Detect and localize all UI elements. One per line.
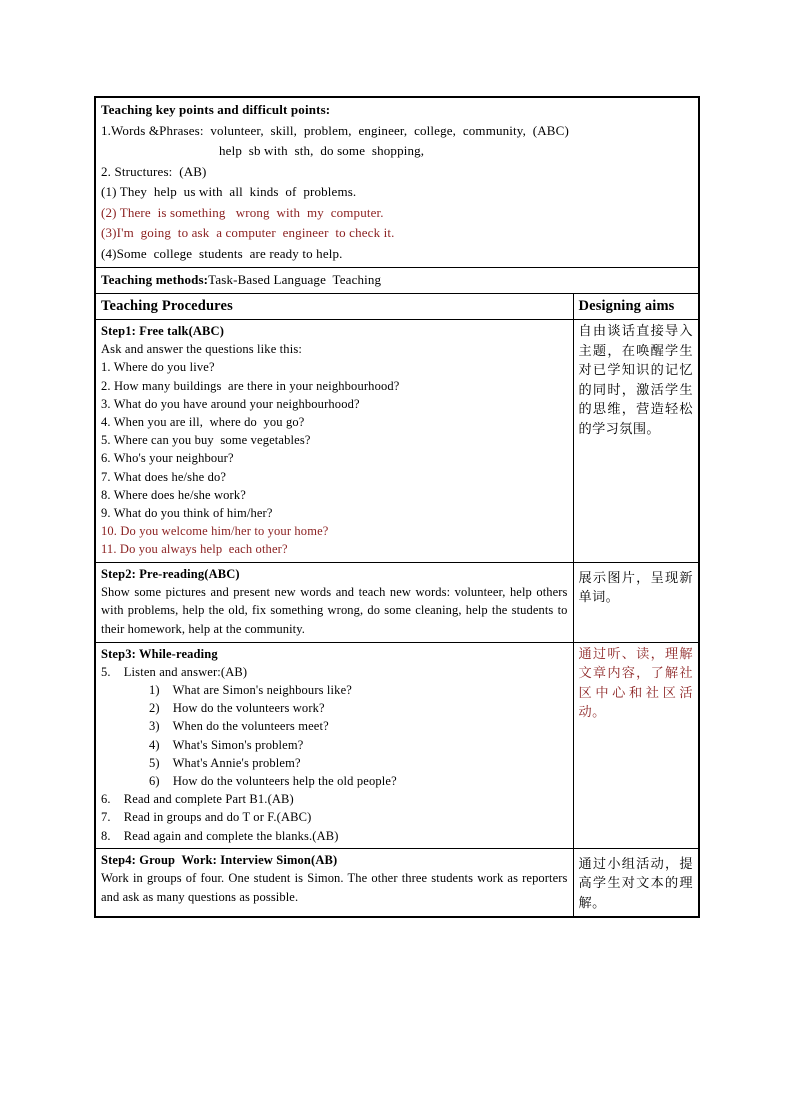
key-points-line-1: 1.Words &Phrases: volunteer, skill, problem, engineer, college, community, (ABC) — [101, 122, 569, 138]
step2-row — [95, 562, 699, 642]
teaching-methods-cell — [95, 268, 699, 294]
key-points-line-5: (2) There is something wrong with my computer. — [101, 204, 384, 220]
teaching-methods-row — [95, 268, 699, 294]
step1-question-4: 4. When you are ill, where do you go? — [101, 415, 305, 430]
step3-heading: Step3: While-reading — [101, 646, 218, 661]
key-points-title: Teaching key points and difficult points: — [101, 102, 331, 117]
aims-header-label: Designing aims — [578, 298, 675, 314]
key-points-cell — [95, 97, 699, 268]
step4-body: Work in groups of four. One student is Simon. The other three students work as reporters and ask as many questions as possible. — [101, 871, 568, 904]
step3-procedures-cell — [95, 642, 573, 848]
step3-subquestion-5: 5) What's Annie's problem? — [149, 755, 301, 770]
step1-aims-cell — [573, 320, 699, 563]
key-points-line-2: help sb with sth, do some shopping, — [219, 143, 425, 158]
step2-procedures-cell — [95, 562, 573, 642]
step3-aims-cell — [573, 642, 699, 848]
step1-question-2: 2. How many buildings are there in your neighbourhood? — [101, 378, 400, 393]
step1-question-3: 3. What do you have around your neighbourhood? — [101, 396, 360, 411]
procedures-header-cell — [95, 294, 573, 320]
step1-question-6: 6. Who's your neighbour? — [101, 451, 234, 466]
step1-aims-text: 自由谈话直接导入主题，在唤醒学生对已学知识的记忆的同时，激活学生的思维，营造轻松的学习氛围。 — [578, 324, 693, 437]
step1-heading: Step1: Free talk(ABC) — [101, 324, 225, 338]
step3-subquestion-4: 4) What's Simon's problem? — [149, 737, 304, 752]
key-points-line-6: (3)I'm going to ask a computer engineer to check it. — [101, 225, 395, 240]
key-points-line-3: 2. Structures: (AB) — [101, 163, 207, 179]
step2-aims-cell — [573, 562, 699, 642]
step3-item-6: 6. Read and complete Part B1.(AB) — [101, 792, 294, 807]
key-points-row — [95, 97, 699, 268]
step4-aims-cell — [573, 848, 699, 917]
key-points-line-4: (1) They help us with all kinds of problems. — [101, 184, 357, 199]
step1-question-11: 11. Do you always help each other? — [101, 542, 288, 557]
key-points-line-7: (4)Some college students are ready to help. — [101, 245, 343, 261]
step1-question-8: 8. Where does he/she work? — [101, 487, 246, 502]
step1-question-10: 10. Do you welcome him/her to your home? — [101, 524, 329, 539]
step3-aims-text: 通过听、读，理解文章内容，了解社区中心和社区活动。 — [578, 646, 693, 721]
step2-aims-text: 展示图片，呈现新单词。 — [578, 570, 693, 606]
lesson-plan-table — [94, 96, 700, 918]
step3-subquestion-1: 1) What are Simon's neighbours like? — [149, 683, 352, 698]
aims-header-cell — [573, 294, 699, 320]
step4-procedures-cell — [95, 848, 573, 917]
teaching-methods-value: Task-Based Language Teaching — [208, 272, 382, 287]
step3-subquestion-2: 2) How do the volunteers work? — [149, 701, 325, 716]
step1-question-9: 9. What do you think of him/her? — [101, 506, 273, 521]
step1-question-1: 1. Where do you live? — [101, 360, 215, 375]
step3-subquestion-6: 6) How do the volunteers help the old people? — [149, 774, 397, 789]
step4-heading: Step4: Group Work: Interview Simon(AB) — [101, 852, 338, 867]
step1-procedures-cell — [95, 320, 573, 563]
step3-row — [95, 642, 699, 848]
step1-row — [95, 320, 699, 563]
step4-aims-text: 通过小组活动，提高学生对文本的理解。 — [578, 856, 693, 911]
step4-row — [95, 848, 699, 917]
step1-question-7: 7. What does he/she do? — [101, 469, 227, 484]
procedures-header-label: Teaching Procedures — [101, 298, 233, 314]
table-header-row — [95, 294, 699, 320]
teaching-methods-label: Teaching methods: — [101, 272, 209, 287]
step2-body: Show some pictures and present new words and teach new words: volunteer, help others with problems, help the old, fix something wrong, do some cleaning, help the students to their homework, help at the community. — [101, 584, 568, 637]
step3-item-7: 7. Read in groups and do T or F.(ABC) — [101, 810, 312, 825]
step3-item-8: 8. Read again and complete the blanks.(AB) — [101, 828, 339, 843]
step1-intro: Ask and answer the questions like this: — [101, 342, 302, 357]
step3-subquestion-3: 3) When do the volunteers meet? — [149, 719, 329, 734]
step2-heading: Step2: Pre-reading(ABC) — [101, 566, 240, 581]
step1-question-5: 5. Where can you buy some vegetables? — [101, 433, 311, 448]
step3-item-5: 5. Listen and answer:(AB) — [101, 664, 248, 679]
